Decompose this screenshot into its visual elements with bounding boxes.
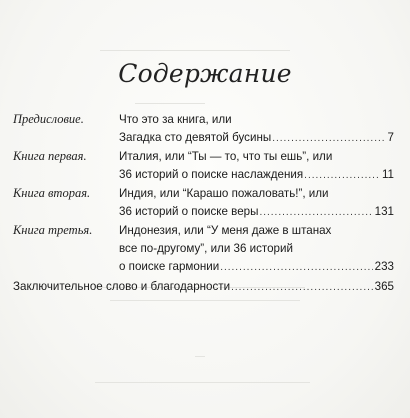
toc-entry-text: Италия, или “Ты — то, что ты ешь”, или [119,150,333,163]
toc-entry-line [119,113,394,126]
toc-entry-line [119,242,394,255]
toc-entry-text: Загадка сто девятой бусины [119,131,272,144]
toc-entry-line [119,205,394,218]
toc-entry-line [119,131,394,144]
toc-entry-text: все по-другому”, или 36 историй [119,242,293,255]
toc-entry-line [119,187,394,200]
dot-leader [220,262,372,273]
toc-entry-line [13,280,394,293]
toc-entry-line [119,150,394,163]
dot-leader [259,207,372,218]
toc-entry-line [119,168,394,181]
toc-entry-text: 36 историй о поиске веры [119,205,259,218]
toc-entry-text: о поиске гармонии [119,260,220,273]
toc-entry-text: Что это за книга, или [119,113,232,126]
toc-entry-line [119,260,394,273]
toc-entry-label: Книга вторая. [13,186,91,200]
toc-entry-label: Книга первая. [13,149,87,163]
toc-page-number: 7 [387,131,394,144]
toc-entry-text: Индонезия, или “У меня даже в штанах [119,224,332,237]
toc-page-number: 233 [374,260,394,273]
dot-leader [304,170,380,181]
toc-page-number: 365 [374,280,394,293]
page-title: Содержание [118,59,292,88]
toc-page-number: 11 [381,168,394,181]
toc-entry-text: 36 историй о поиске наслаждения [119,168,304,181]
toc-entry-label: Предисловие. [13,112,84,126]
toc-entry-line [119,224,394,237]
dot-leader [231,282,373,293]
toc-entry-text: Заключительное слово и благодарности [13,280,231,293]
toc-entry-text: Индия, или “Карашо пожаловать!”, или [119,187,329,200]
toc-page-number: 131 [374,205,394,218]
toc-entry-label: Книга третья. [13,223,93,237]
dot-leader [272,133,385,144]
